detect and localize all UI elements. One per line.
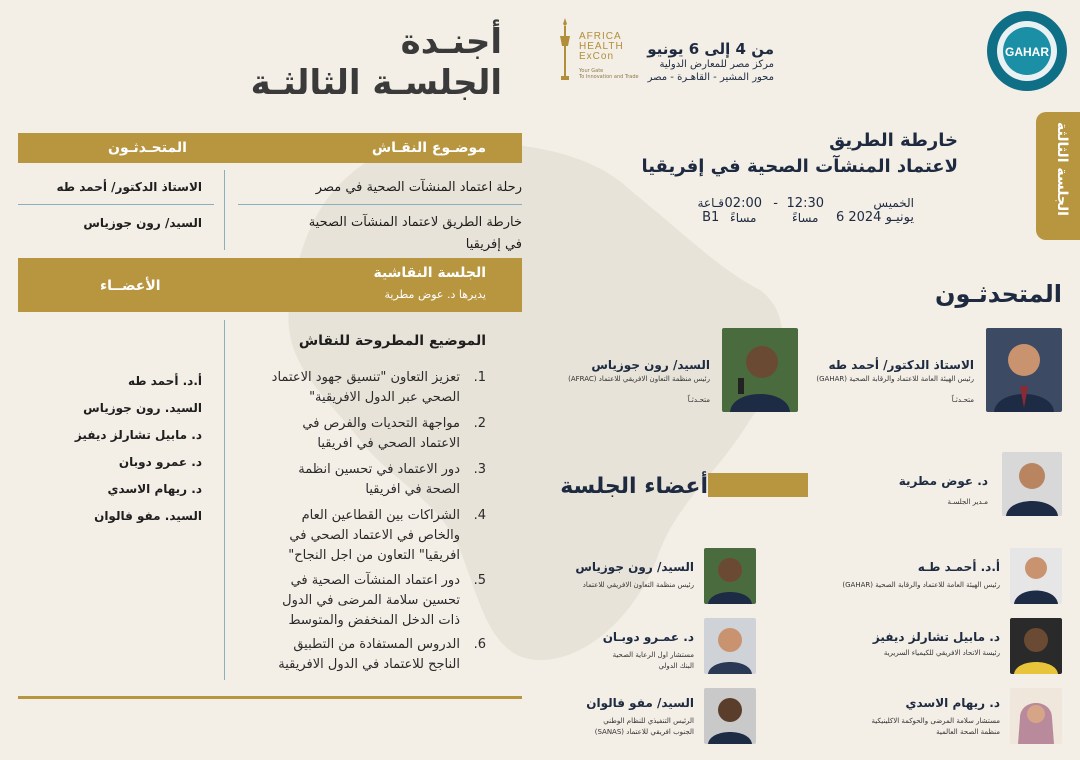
- member-desc: البنك الدولي: [658, 662, 694, 670]
- gahar-seal-icon: [986, 10, 1068, 92]
- hall-label: قـاعة: [697, 196, 724, 210]
- speakers-column-header: المتحـدثـون: [108, 140, 187, 156]
- topic-text: تحسين سلامة المرضى في الدول: [282, 593, 460, 608]
- topic-cell-line2: في إفريقيا: [465, 237, 522, 252]
- torch-figure-icon: [557, 16, 573, 82]
- topic-number: 6.: [473, 637, 486, 652]
- list-item: أ.د. أحمد طه: [127, 374, 202, 388]
- session-time-from: [787, 196, 824, 225]
- topic-number: 2.: [473, 416, 486, 431]
- session-title: [641, 128, 958, 180]
- speaker-name: الاستاذ الدكتور/ أحمد طه: [828, 358, 974, 372]
- table-row-rule: [18, 204, 214, 205]
- table-row: [83, 216, 202, 230]
- avatar: [704, 548, 756, 604]
- list-item: [246, 368, 486, 408]
- members-heading: أعضاء الجلسة: [560, 474, 708, 499]
- member-desc: الرئيس التنفيذي للنظام الوطني: [603, 717, 694, 725]
- avatar: [704, 618, 756, 674]
- topic-number: 5.: [473, 573, 486, 588]
- speaker-role-tag: متحـدثـاً: [951, 396, 974, 404]
- topic-text: ذات الدخل المنخفض والمتوسط: [288, 613, 460, 628]
- speaker-role-tag: متحـدثـاً: [687, 396, 710, 404]
- topic-text: الصحي عبر الدول الافريقية": [309, 390, 460, 405]
- table-row-rule: [238, 204, 522, 205]
- panel-members-list: [75, 368, 202, 530]
- topic-number: 3.: [473, 462, 486, 477]
- topic-text: الشراكات بين القطاعين العام: [301, 508, 460, 523]
- agenda-title: أجنـدة: [400, 22, 502, 62]
- avatar: [1010, 618, 1062, 674]
- list-item: [246, 460, 486, 500]
- speaker-name: السيد/ رون جوزياس: [591, 358, 710, 372]
- session-time-to: [725, 196, 762, 225]
- time-from-label: مساءً: [792, 211, 819, 225]
- gahar-logo-text: GAHAR: [1005, 45, 1049, 59]
- session-date: 6 يونيـو 2024: [835, 210, 914, 225]
- session-tab: [1036, 112, 1080, 240]
- africa-health-excon-logo: [555, 16, 655, 86]
- agenda-heading: [251, 22, 502, 104]
- topic-text: والخاص في الاعتماد الصحي في: [289, 528, 460, 543]
- topic-text: افريقيا" التعاون من اجل النجاح": [288, 548, 460, 563]
- event-dates: من 4 إلى 6 يونيو: [647, 40, 774, 58]
- moderator-name: د. عوض مطرية: [898, 474, 988, 488]
- topic-column-header: موضـوع النقـاش: [371, 140, 486, 156]
- logo-tagline-1: Your Gate: [579, 68, 604, 74]
- member-desc: منظمة الصحة العالمية: [936, 728, 1000, 736]
- event-dates-block: [647, 40, 774, 84]
- member-name: السيد/ رون جوزياس: [575, 560, 694, 574]
- topic-text: الصحة في افريقيا: [365, 482, 460, 497]
- logo-text-line1: AFRICA: [579, 31, 622, 42]
- logo-text-line3: ExCon: [579, 51, 615, 62]
- member-desc: الجنوب افريقي للاعتماد (SANAS): [594, 728, 694, 736]
- member-name: السيد/ مفو فالوان: [586, 696, 694, 710]
- topic-cell-line1: خارطة الطريق لاعتماد المنشآت الصحية: [308, 215, 522, 230]
- list-item: السيد. مفو فالوان: [94, 509, 202, 523]
- time-separator: -: [773, 196, 778, 211]
- member-name: د. ريهام الاسدي: [905, 696, 1000, 710]
- session-tab-label: الجلسة الثالثة: [1054, 122, 1070, 216]
- avatar: [704, 688, 756, 744]
- topic-text: الاعتماد الصحي في افريقيا: [317, 436, 460, 451]
- list-item: [246, 414, 486, 454]
- members-column-header: الأعضــاء: [100, 278, 161, 294]
- speaker-cell: الاستاذ الدكتور/ أحمد طه: [56, 180, 202, 194]
- list-item: د. ريهام الاسدي: [107, 482, 202, 496]
- list-item: د. مابيل تشارلز ديفيز: [74, 428, 202, 442]
- moderator-role-tag: مـدير الجلسـة: [947, 498, 988, 506]
- list-item: د. عمرو دوبان: [118, 455, 202, 469]
- topic-number: 1.: [473, 370, 486, 385]
- topic-text: مواجهة التحديات والفرص في: [302, 416, 460, 431]
- session-hall: [697, 196, 724, 225]
- topic-text: الناجح للاعتماد في الدول الافريقية: [278, 657, 460, 672]
- logo-tagline-2: To Innovation and Trade: [579, 74, 639, 80]
- speakers-heading: المتحدثـون: [934, 280, 1062, 308]
- member-name: د. عمـرو دوبـان: [602, 630, 694, 644]
- member-desc: رئيس منظمة التعاون الافريقي للاعتماد: [582, 581, 694, 589]
- member-desc: رئيسة الاتحاد الافريقي للكيمياء السريرية: [883, 649, 1000, 657]
- topic-text: دور اعتماد المنشآت الصحية في: [290, 573, 460, 588]
- agenda-table-header: [18, 133, 522, 163]
- member-desc: مستشار سلامة المرضى والحوكمة الاكلينيكية: [871, 717, 1000, 725]
- bottom-divider: [18, 696, 522, 699]
- session-number-title: الجلسـة الثالثـة: [250, 63, 502, 103]
- time-to-label: مساءً: [730, 211, 757, 225]
- session-title-line2: لاعتماد المنشآت الصحية في إفريقيا: [641, 156, 958, 177]
- avatar: [1010, 688, 1062, 744]
- venue-line-2: محور المشير - القاهـرة - مصر: [647, 72, 774, 83]
- avatar: [1010, 548, 1062, 604]
- time-to-value: 02:00: [724, 196, 762, 211]
- member-desc: مستشار اول الرعاية الصحية: [612, 651, 694, 659]
- speaker-cell: السيد/ رون جوزياس: [83, 216, 202, 230]
- hall-value: B1: [702, 210, 720, 225]
- panel-divider: [224, 320, 225, 680]
- avatar: [1002, 452, 1062, 516]
- topic-cell: رحلة اعتماد المنشآت الصحية في مصر: [315, 180, 522, 195]
- topic-text: تعزيز التعاون "تنسيق جهود الاعتماد: [271, 370, 460, 385]
- list-item: السيد. رون جوزياس: [83, 401, 202, 415]
- table-divider: [224, 170, 225, 250]
- table-row: [309, 212, 522, 256]
- time-from-value: 12:30: [786, 196, 824, 211]
- logo-text-line2: HEALTH: [579, 41, 624, 52]
- topics-heading: الموضيع المطروحة للنقاش: [298, 333, 486, 349]
- member-desc: رئيس الهيئة العامة للاعتماد والرقابة الصحية (GAHAR): [842, 581, 1000, 589]
- avatar: [986, 328, 1062, 412]
- topic-text: دور الاعتماد في تحسين انظمة: [298, 462, 460, 477]
- member-name: د. مابيل تشارلز ديفيز: [872, 630, 1000, 644]
- member-name: أ.د. أحمـد طـه: [917, 560, 1000, 574]
- venue-line-1: مركز مصر للمعارض الدولية: [659, 59, 774, 70]
- topic-number: 4.: [473, 508, 486, 523]
- topic-text: الدروس المستفادة من التطبيق: [293, 637, 460, 652]
- panel-title: الجلسة النقاشية: [373, 265, 486, 281]
- table-row: [56, 180, 202, 194]
- list-item: [246, 506, 486, 566]
- list-item: [246, 635, 486, 675]
- session-title-line1: خارطة الطريق: [829, 130, 958, 151]
- session-day: الخميس: [873, 196, 914, 210]
- speaker-desc: رئيس الهيئة العامة للاعتماد والرقابة الصحية (GAHAR): [816, 375, 974, 383]
- list-item: [246, 571, 486, 631]
- members-heading-bar: [708, 473, 808, 497]
- session-day-date: [836, 196, 914, 225]
- panel-moderator: يديرها د. عوض مطرية: [384, 288, 486, 301]
- speaker-desc: رئيس منظمة التعاون الافريقي للاعتماد (AFRAC): [568, 375, 710, 383]
- table-row: [316, 180, 522, 195]
- avatar: [722, 328, 798, 412]
- panel-header: [18, 258, 522, 312]
